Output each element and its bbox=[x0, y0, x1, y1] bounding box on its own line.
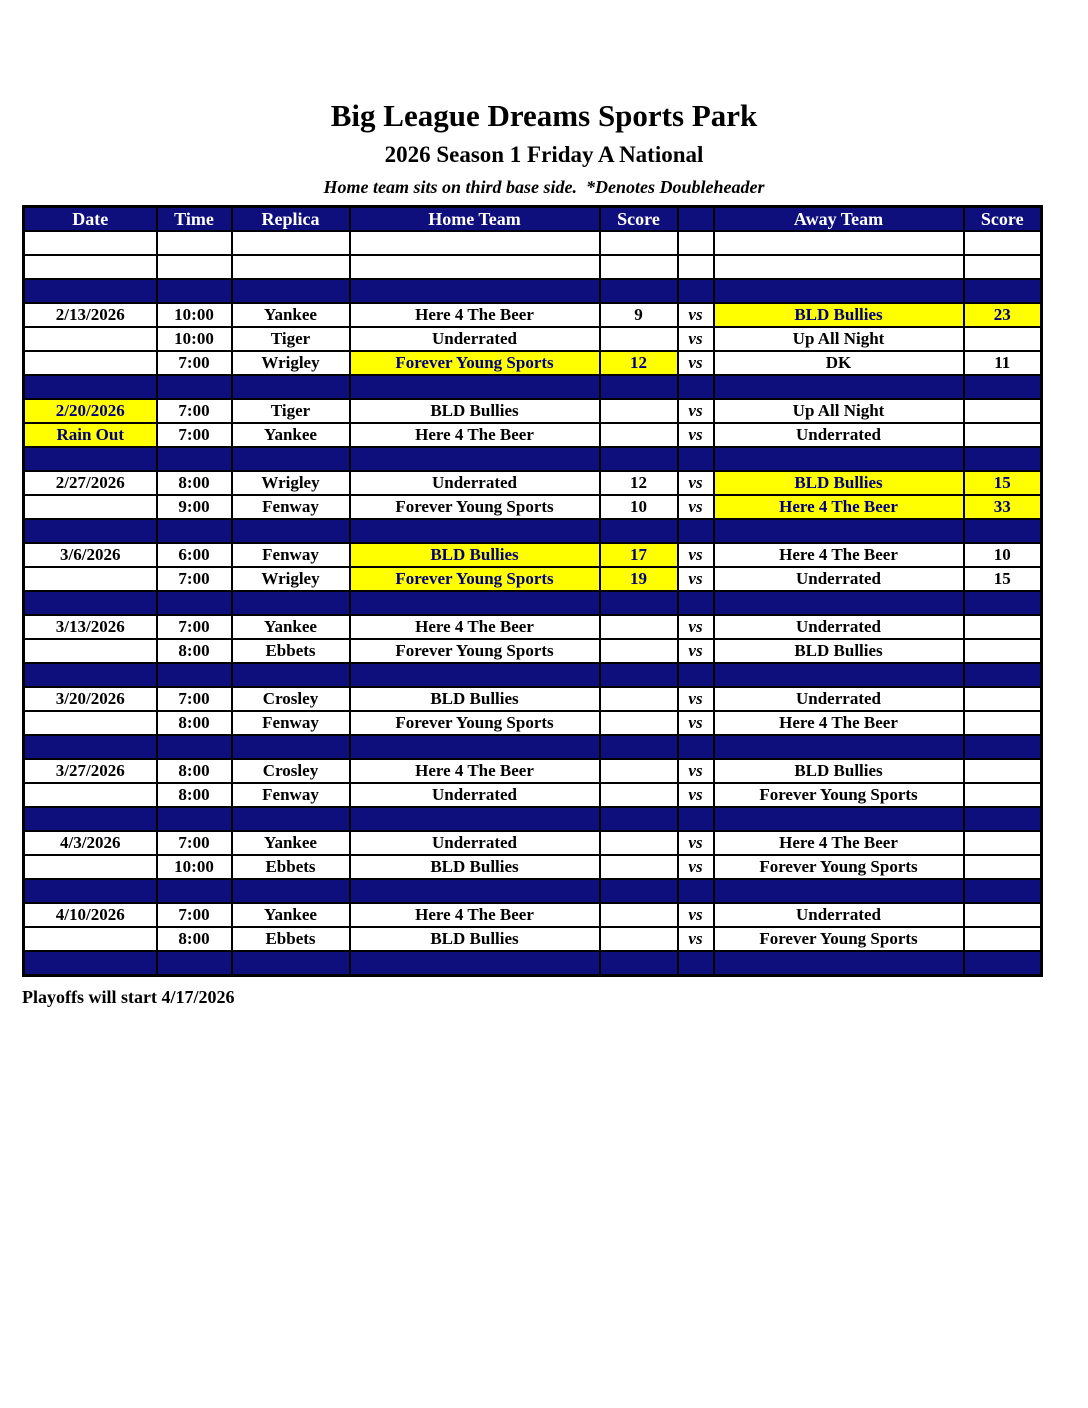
vs-cell: vs bbox=[678, 831, 714, 855]
replica-cell bbox=[232, 879, 350, 903]
home-score-cell bbox=[600, 447, 678, 471]
time-cell: 7:00 bbox=[157, 615, 232, 639]
home-score-cell bbox=[600, 327, 678, 351]
home-score-cell bbox=[600, 399, 678, 423]
date-cell bbox=[24, 879, 157, 903]
time-cell bbox=[157, 279, 232, 303]
away-score-cell bbox=[964, 711, 1042, 735]
away-team-cell bbox=[714, 231, 964, 255]
home-score-cell: 17 bbox=[600, 543, 678, 567]
away-score-cell bbox=[964, 759, 1042, 783]
home-score-cell bbox=[600, 927, 678, 951]
time-cell: 8:00 bbox=[157, 759, 232, 783]
game-row bbox=[24, 495, 1042, 519]
date-cell bbox=[24, 351, 157, 375]
date-cell: 3/6/2026 bbox=[24, 543, 157, 567]
vs-cell: vs bbox=[678, 855, 714, 879]
replica-cell: Fenway bbox=[232, 711, 350, 735]
replica-cell: Fenway bbox=[232, 783, 350, 807]
home-team-cell: Underrated bbox=[350, 831, 600, 855]
game-row bbox=[24, 783, 1042, 807]
game-row bbox=[24, 303, 1042, 327]
date-cell bbox=[24, 807, 157, 831]
game-row bbox=[24, 759, 1042, 783]
home-score-cell bbox=[600, 519, 678, 543]
vs-cell bbox=[678, 879, 714, 903]
away-team-cell bbox=[714, 951, 964, 976]
home-score-cell bbox=[600, 423, 678, 447]
separator-row bbox=[24, 735, 1042, 759]
time-cell: 8:00 bbox=[157, 783, 232, 807]
date-cell bbox=[24, 279, 157, 303]
game-row bbox=[24, 927, 1042, 951]
time-cell: 6:00 bbox=[157, 543, 232, 567]
away-team-cell: Underrated bbox=[714, 615, 964, 639]
column-header-home-score: Score bbox=[600, 207, 678, 232]
away-team-cell bbox=[714, 519, 964, 543]
replica-cell: Wrigley bbox=[232, 567, 350, 591]
replica-cell: Yankee bbox=[232, 903, 350, 927]
home-score-cell bbox=[600, 231, 678, 255]
home-score-cell bbox=[600, 879, 678, 903]
away-score-cell bbox=[964, 831, 1042, 855]
away-score-cell bbox=[964, 735, 1042, 759]
vs-cell bbox=[678, 951, 714, 976]
away-team-cell: Here 4 The Beer bbox=[714, 495, 964, 519]
vs-cell bbox=[678, 663, 714, 687]
replica-cell bbox=[232, 255, 350, 279]
vs-cell: vs bbox=[678, 615, 714, 639]
replica-cell: Yankee bbox=[232, 615, 350, 639]
time-cell: 7:00 bbox=[157, 423, 232, 447]
time-cell: 7:00 bbox=[157, 831, 232, 855]
home-score-cell: 10 bbox=[600, 495, 678, 519]
vs-cell: vs bbox=[678, 687, 714, 711]
time-cell bbox=[157, 231, 232, 255]
date-cell bbox=[24, 951, 157, 976]
playoffs-note: Playoffs will start 4/17/2026 bbox=[22, 987, 235, 1007]
time-cell: 7:00 bbox=[157, 351, 232, 375]
home-team-cell bbox=[350, 447, 600, 471]
vs-cell bbox=[678, 519, 714, 543]
home-team-cell: Here 4 The Beer bbox=[350, 615, 600, 639]
replica-cell bbox=[232, 951, 350, 976]
away-team-cell: Forever Young Sports bbox=[714, 927, 964, 951]
date-cell bbox=[24, 783, 157, 807]
home-team-cell: BLD Bullies bbox=[350, 927, 600, 951]
separator-row bbox=[24, 519, 1042, 543]
home-score-cell bbox=[600, 807, 678, 831]
away-team-cell: Underrated bbox=[714, 423, 964, 447]
away-score-cell: 33 bbox=[964, 495, 1042, 519]
game-row bbox=[24, 327, 1042, 351]
away-score-cell: 10 bbox=[964, 543, 1042, 567]
away-team-cell: Underrated bbox=[714, 903, 964, 927]
date-cell: 2/20/2026 bbox=[24, 399, 157, 423]
column-header-date: Date bbox=[24, 207, 157, 232]
date-cell: 4/3/2026 bbox=[24, 831, 157, 855]
home-score-cell: 9 bbox=[600, 303, 678, 327]
vs-cell: vs bbox=[678, 399, 714, 423]
replica-cell bbox=[232, 447, 350, 471]
vs-cell: vs bbox=[678, 567, 714, 591]
home-team-cell: BLD Bullies bbox=[350, 399, 600, 423]
home-score-cell bbox=[600, 759, 678, 783]
vs-cell bbox=[678, 447, 714, 471]
home-score-cell: 19 bbox=[600, 567, 678, 591]
away-team-cell bbox=[714, 255, 964, 279]
away-team-cell: Up All Night bbox=[714, 327, 964, 351]
away-score-cell bbox=[964, 639, 1042, 663]
date-cell bbox=[24, 495, 157, 519]
replica-cell bbox=[232, 279, 350, 303]
time-cell bbox=[157, 447, 232, 471]
replica-cell bbox=[232, 231, 350, 255]
date-cell bbox=[24, 927, 157, 951]
vs-cell: vs bbox=[678, 423, 714, 447]
replica-cell: Wrigley bbox=[232, 351, 350, 375]
time-cell bbox=[157, 591, 232, 615]
vs-cell: vs bbox=[678, 351, 714, 375]
date-cell bbox=[24, 447, 157, 471]
time-cell: 9:00 bbox=[157, 495, 232, 519]
empty-row bbox=[24, 231, 1042, 255]
home-team-cell bbox=[350, 807, 600, 831]
vs-cell: vs bbox=[678, 327, 714, 351]
away-score-cell bbox=[964, 231, 1042, 255]
game-row bbox=[24, 567, 1042, 591]
away-team-cell: BLD Bullies bbox=[714, 639, 964, 663]
away-score-cell bbox=[964, 663, 1042, 687]
date-cell bbox=[24, 231, 157, 255]
away-team-cell: Up All Night bbox=[714, 399, 964, 423]
away-score-cell bbox=[964, 855, 1042, 879]
away-team-cell bbox=[714, 591, 964, 615]
away-score-cell bbox=[964, 879, 1042, 903]
date-cell: 2/13/2026 bbox=[24, 303, 157, 327]
home-team-cell: Forever Young Sports bbox=[350, 711, 600, 735]
away-score-cell bbox=[964, 399, 1042, 423]
time-cell bbox=[157, 879, 232, 903]
replica-cell bbox=[232, 663, 350, 687]
home-team-cell: Forever Young Sports bbox=[350, 351, 600, 375]
date-cell bbox=[24, 327, 157, 351]
home-team-cell: BLD Bullies bbox=[350, 855, 600, 879]
home-score-cell: 12 bbox=[600, 351, 678, 375]
away-score-cell: 11 bbox=[964, 351, 1042, 375]
game-row bbox=[24, 855, 1042, 879]
schedule-body bbox=[24, 231, 1042, 976]
date-cell bbox=[24, 567, 157, 591]
vs-cell bbox=[678, 735, 714, 759]
away-team-cell: Here 4 The Beer bbox=[714, 543, 964, 567]
away-score-cell bbox=[964, 375, 1042, 399]
separator-row bbox=[24, 447, 1042, 471]
vs-cell: vs bbox=[678, 495, 714, 519]
schedule-table bbox=[22, 205, 1043, 977]
home-score-cell bbox=[600, 855, 678, 879]
home-team-cell: Forever Young Sports bbox=[350, 567, 600, 591]
replica-cell bbox=[232, 375, 350, 399]
game-row bbox=[24, 615, 1042, 639]
vs-cell: vs bbox=[678, 759, 714, 783]
replica-cell: Yankee bbox=[232, 831, 350, 855]
away-team-cell: Underrated bbox=[714, 567, 964, 591]
page-title: Big League Dreams Sports Park bbox=[330, 98, 758, 133]
home-team-cell: Underrated bbox=[350, 327, 600, 351]
away-score-cell bbox=[964, 951, 1042, 976]
home-team-cell bbox=[350, 879, 600, 903]
date-cell: 3/27/2026 bbox=[24, 759, 157, 783]
game-row bbox=[24, 351, 1042, 375]
home-team-cell: Underrated bbox=[350, 471, 600, 495]
home-team-cell: Underrated bbox=[350, 783, 600, 807]
date-cell bbox=[24, 639, 157, 663]
vs-cell bbox=[678, 807, 714, 831]
time-cell bbox=[157, 807, 232, 831]
replica-cell: Wrigley bbox=[232, 471, 350, 495]
date-cell bbox=[24, 375, 157, 399]
away-team-cell: Underrated bbox=[714, 687, 964, 711]
page-header bbox=[0, 0, 1088, 197]
date-cell: 3/20/2026 bbox=[24, 687, 157, 711]
home-team-cell: Forever Young Sports bbox=[350, 495, 600, 519]
column-header-home-team: Home Team bbox=[350, 207, 600, 232]
home-team-cell bbox=[350, 735, 600, 759]
replica-cell: Tiger bbox=[232, 399, 350, 423]
home-score-cell bbox=[600, 951, 678, 976]
away-score-cell bbox=[964, 903, 1042, 927]
replica-cell: Ebbets bbox=[232, 855, 350, 879]
date-cell bbox=[24, 855, 157, 879]
away-score-cell bbox=[964, 447, 1042, 471]
away-team-cell: BLD Bullies bbox=[714, 303, 964, 327]
date-cell: 3/13/2026 bbox=[24, 615, 157, 639]
away-score-cell bbox=[964, 615, 1042, 639]
time-cell: 8:00 bbox=[157, 639, 232, 663]
time-cell bbox=[157, 735, 232, 759]
away-score-cell bbox=[964, 519, 1042, 543]
away-score-cell bbox=[964, 807, 1042, 831]
time-cell: 10:00 bbox=[157, 303, 232, 327]
replica-cell: Fenway bbox=[232, 543, 350, 567]
away-team-cell: BLD Bullies bbox=[714, 759, 964, 783]
time-cell: 10:00 bbox=[157, 855, 232, 879]
time-cell bbox=[157, 255, 232, 279]
home-team-cell bbox=[350, 519, 600, 543]
replica-cell: Tiger bbox=[232, 327, 350, 351]
separator-row bbox=[24, 591, 1042, 615]
game-row bbox=[24, 711, 1042, 735]
separator-row bbox=[24, 279, 1042, 303]
home-team-cell bbox=[350, 231, 600, 255]
away-team-cell bbox=[714, 375, 964, 399]
game-row bbox=[24, 903, 1042, 927]
away-team-cell bbox=[714, 663, 964, 687]
separator-row bbox=[24, 951, 1042, 976]
vs-cell bbox=[678, 591, 714, 615]
home-score-cell bbox=[600, 639, 678, 663]
away-team-cell bbox=[714, 279, 964, 303]
away-team-cell: DK bbox=[714, 351, 964, 375]
replica-cell bbox=[232, 591, 350, 615]
replica-cell: Ebbets bbox=[232, 639, 350, 663]
home-team-cell: Here 4 The Beer bbox=[350, 759, 600, 783]
replica-cell bbox=[232, 807, 350, 831]
away-score-cell bbox=[964, 687, 1042, 711]
time-cell bbox=[157, 663, 232, 687]
away-team-cell: Here 4 The Beer bbox=[714, 831, 964, 855]
home-score-cell bbox=[600, 687, 678, 711]
date-cell: 4/10/2026 bbox=[24, 903, 157, 927]
away-score-cell: 15 bbox=[964, 567, 1042, 591]
separator-row bbox=[24, 879, 1042, 903]
away-team-cell bbox=[714, 879, 964, 903]
column-header-away-team: Away Team bbox=[714, 207, 964, 232]
header-row bbox=[24, 207, 1042, 232]
game-row bbox=[24, 423, 1042, 447]
game-row bbox=[24, 399, 1042, 423]
home-team-cell: Forever Young Sports bbox=[350, 639, 600, 663]
replica-cell: Crosley bbox=[232, 759, 350, 783]
time-cell: 7:00 bbox=[157, 903, 232, 927]
home-score-cell bbox=[600, 903, 678, 927]
vs-cell bbox=[678, 279, 714, 303]
time-cell: 8:00 bbox=[157, 927, 232, 951]
game-row bbox=[24, 471, 1042, 495]
home-score-cell bbox=[600, 663, 678, 687]
page-tagline: Home team sits on third base side. *Denotes Doubleheader bbox=[323, 177, 765, 197]
replica-cell: Crosley bbox=[232, 687, 350, 711]
away-score-cell bbox=[964, 927, 1042, 951]
game-row bbox=[24, 639, 1042, 663]
date-cell bbox=[24, 735, 157, 759]
game-row bbox=[24, 831, 1042, 855]
date-cell bbox=[24, 663, 157, 687]
replica-cell: Yankee bbox=[232, 423, 350, 447]
away-score-cell bbox=[964, 423, 1042, 447]
home-team-cell bbox=[350, 279, 600, 303]
replica-cell: Ebbets bbox=[232, 927, 350, 951]
vs-cell bbox=[678, 255, 714, 279]
time-cell: 7:00 bbox=[157, 567, 232, 591]
away-score-cell: 15 bbox=[964, 471, 1042, 495]
vs-cell: vs bbox=[678, 783, 714, 807]
separator-row bbox=[24, 375, 1042, 399]
replica-cell bbox=[232, 735, 350, 759]
replica-cell: Fenway bbox=[232, 495, 350, 519]
time-cell: 7:00 bbox=[157, 399, 232, 423]
date-cell bbox=[24, 519, 157, 543]
away-team-cell bbox=[714, 735, 964, 759]
home-team-cell: Here 4 The Beer bbox=[350, 903, 600, 927]
home-team-cell: Here 4 The Beer bbox=[350, 423, 600, 447]
time-cell: 8:00 bbox=[157, 711, 232, 735]
home-team-cell bbox=[350, 951, 600, 976]
home-score-cell bbox=[600, 591, 678, 615]
game-row bbox=[24, 543, 1042, 567]
away-team-cell bbox=[714, 447, 964, 471]
home-score-cell bbox=[600, 783, 678, 807]
home-team-cell bbox=[350, 375, 600, 399]
time-cell: 8:00 bbox=[157, 471, 232, 495]
separator-row bbox=[24, 807, 1042, 831]
date-cell bbox=[24, 591, 157, 615]
away-team-cell: Here 4 The Beer bbox=[714, 711, 964, 735]
time-cell: 10:00 bbox=[157, 327, 232, 351]
home-score-cell bbox=[600, 831, 678, 855]
away-score-cell bbox=[964, 591, 1042, 615]
game-row bbox=[24, 687, 1042, 711]
time-cell: 7:00 bbox=[157, 687, 232, 711]
away-team-cell: Forever Young Sports bbox=[714, 783, 964, 807]
away-score-cell bbox=[964, 279, 1042, 303]
away-team-cell: Forever Young Sports bbox=[714, 855, 964, 879]
column-header-vs-spacer bbox=[678, 207, 714, 232]
away-score-cell bbox=[964, 327, 1042, 351]
date-cell bbox=[24, 711, 157, 735]
time-cell bbox=[157, 375, 232, 399]
separator-row bbox=[24, 663, 1042, 687]
home-score-cell bbox=[600, 375, 678, 399]
page-subtitle: 2026 Season 1 Friday A National bbox=[384, 142, 704, 167]
time-cell bbox=[157, 519, 232, 543]
vs-cell bbox=[678, 231, 714, 255]
column-header-away-score: Score bbox=[964, 207, 1042, 232]
vs-cell: vs bbox=[678, 927, 714, 951]
vs-cell bbox=[678, 375, 714, 399]
time-cell bbox=[157, 951, 232, 976]
away-score-cell bbox=[964, 783, 1042, 807]
column-header-time: Time bbox=[157, 207, 232, 232]
away-team-cell: BLD Bullies bbox=[714, 471, 964, 495]
column-header-replica: Replica bbox=[232, 207, 350, 232]
home-score-cell bbox=[600, 279, 678, 303]
home-score-cell bbox=[600, 255, 678, 279]
away-team-cell bbox=[714, 807, 964, 831]
home-score-cell bbox=[600, 615, 678, 639]
away-score-cell bbox=[964, 255, 1042, 279]
home-score-cell: 12 bbox=[600, 471, 678, 495]
empty-row bbox=[24, 255, 1042, 279]
vs-cell: vs bbox=[678, 543, 714, 567]
date-cell bbox=[24, 255, 157, 279]
vs-cell: vs bbox=[678, 303, 714, 327]
date-cell: Rain Out bbox=[24, 423, 157, 447]
vs-cell: vs bbox=[678, 471, 714, 495]
home-score-cell bbox=[600, 735, 678, 759]
date-cell: 2/27/2026 bbox=[24, 471, 157, 495]
vs-cell: vs bbox=[678, 711, 714, 735]
home-team-cell: BLD Bullies bbox=[350, 543, 600, 567]
home-team-cell bbox=[350, 255, 600, 279]
home-score-cell bbox=[600, 711, 678, 735]
home-team-cell: Here 4 The Beer bbox=[350, 303, 600, 327]
vs-cell: vs bbox=[678, 903, 714, 927]
vs-cell: vs bbox=[678, 639, 714, 663]
replica-cell bbox=[232, 519, 350, 543]
replica-cell: Yankee bbox=[232, 303, 350, 327]
away-score-cell: 23 bbox=[964, 303, 1042, 327]
home-team-cell: BLD Bullies bbox=[350, 687, 600, 711]
home-team-cell bbox=[350, 663, 600, 687]
home-team-cell bbox=[350, 591, 600, 615]
